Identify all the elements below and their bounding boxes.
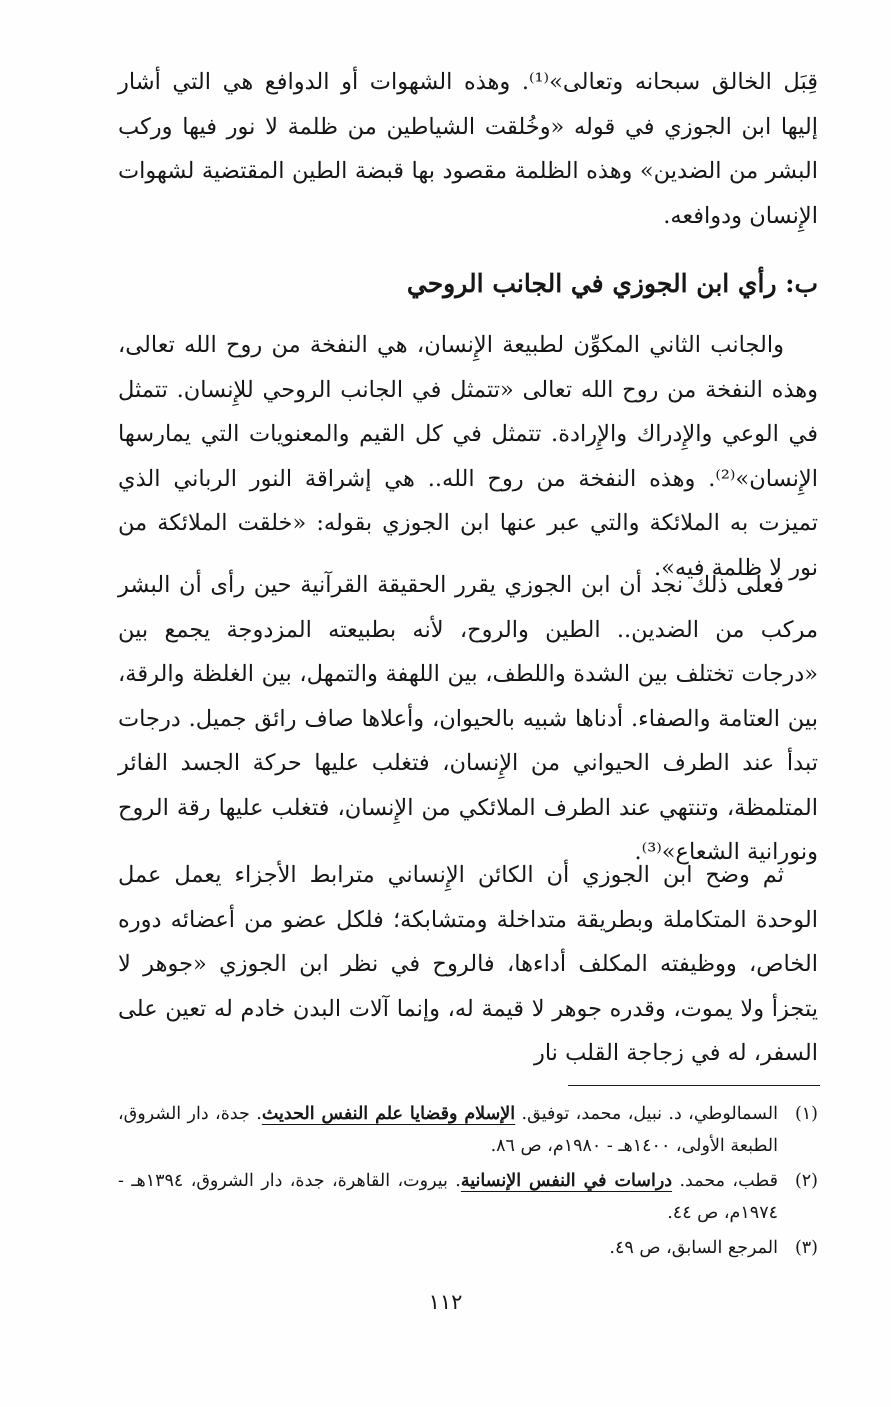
footnote <box>118 1232 818 1264</box>
footnote-text <box>118 1232 778 1264</box>
footnote-separator <box>568 1085 820 1086</box>
footnote-text <box>118 1098 778 1162</box>
footnote <box>118 1165 818 1229</box>
footnote-author: السمالوطي، د. نبيل، محمد، توفيق. <box>521 1104 778 1124</box>
footnote-book-title: دراسات في النفس الإنسانية <box>460 1171 673 1191</box>
section-heading: ب: رأي ابن الجوزي في الجانب الروحي <box>406 269 818 298</box>
footnote-author: قطب، محمد. <box>679 1171 778 1191</box>
footnote-reference: المرجع السابق، ص ٤٩. <box>609 1238 778 1258</box>
footnote-number: (٣) <box>794 1238 818 1258</box>
footnotes <box>118 1098 818 1267</box>
page-number: ١١٢ <box>428 1290 463 1314</box>
footnote <box>118 1098 818 1162</box>
footnote-publication: . بيروت، القاهرة، جدة، دار الشروق، ١٣٩٤هـ - ١٩٧٤م، ص ٤٤. <box>118 1171 778 1223</box>
footnote-publication: . جدة، دار الشروق، الطبعة الأولى، ١٤٠٠هـ - ١٩٨٠م، ص ٨٦. <box>118 1104 778 1156</box>
footnote-number: (١) <box>794 1104 818 1124</box>
paragraph: والجانب الثاني المكوِّن لطبيعة الإِنسان، هي النفخة من روح الله تعالى، وهذه النفخة من روح الله تعالى «تتمثل في الجانب الروحي للإِنسان. تتمثل في الوعي والإِدراك والإِرادة. تتمثل في كل القيم والمعنويات التي يمارسها الإِنسان»⁽²⁾. وهذه النفخة من روح الله.. هي إشراقة النور الرباني الذي تميزت به الملائكة والتي عبر عنها ابن الجوزي بقوله: «خلقت الملائكة من نور لا ظلمة فيه». <box>118 332 818 581</box>
footnote-text <box>118 1165 778 1229</box>
footnote-number: (٢) <box>794 1171 818 1191</box>
paragraph: ثم وضح ابن الجوزي أن الكائن الإِنساني مترابط الأجزاء يعمل عمل الوحدة المتكاملة وبطريقة متداخلة ومتشابكة؛ فلكل عضو من أعضائه دوره الخاص، ووظيفته المكلف أداءها، فالروح في نظر ابن الجوزي «جوهر لا يتجزأ ولا يموت، وقدره جوهر لا قيمة له، وإنما آلات البدن خادم له تعين على السفر، له في زجاجة القلب نار <box>118 862 818 1066</box>
paragraph: فعلى ذلك نجد أن ابن الجوزي يقرر الحقيقة القرآنية حين رأى أن البشر مركب من الضدين.. الطين والروح، لأنه بطبيعته المزدوجة يجمع بين «درجات تختلف بين الشدة واللطف، بين اللهفة والتمهل، بين الغلظة والرقة، بين العتامة والصفاء. أدناها شبيه بالحيوان، وأعلاها صاف رائق جميل. درجات تبدأ عند الطرف الحيواني من الإِنسان، فتغلب عليها حركة الجسد الفائر المتلمظة، وتنتهي عند الطرف الملائكي من الإِنسان، فتغلب عليها رقة الروح ونورانية الشعاع»⁽³⁾. <box>118 572 818 865</box>
footnote-book-title: الإسلام وقضايا علم النفس الحديث <box>261 1104 516 1124</box>
paragraph: قِبَل الخالق سبحانه وتعالى»⁽¹⁾. وهذه الشهوات أو الدوافع هي التي أشار إليها ابن الجوزي في قوله «وخُلقت الشياطين من ظلمة لا نور فيها وركب البشر من الضدين» وهذه الظلمة مقصود بها قبضة الطين المقتضية لشهوات الإِنسان ودوافعه. <box>118 69 819 229</box>
